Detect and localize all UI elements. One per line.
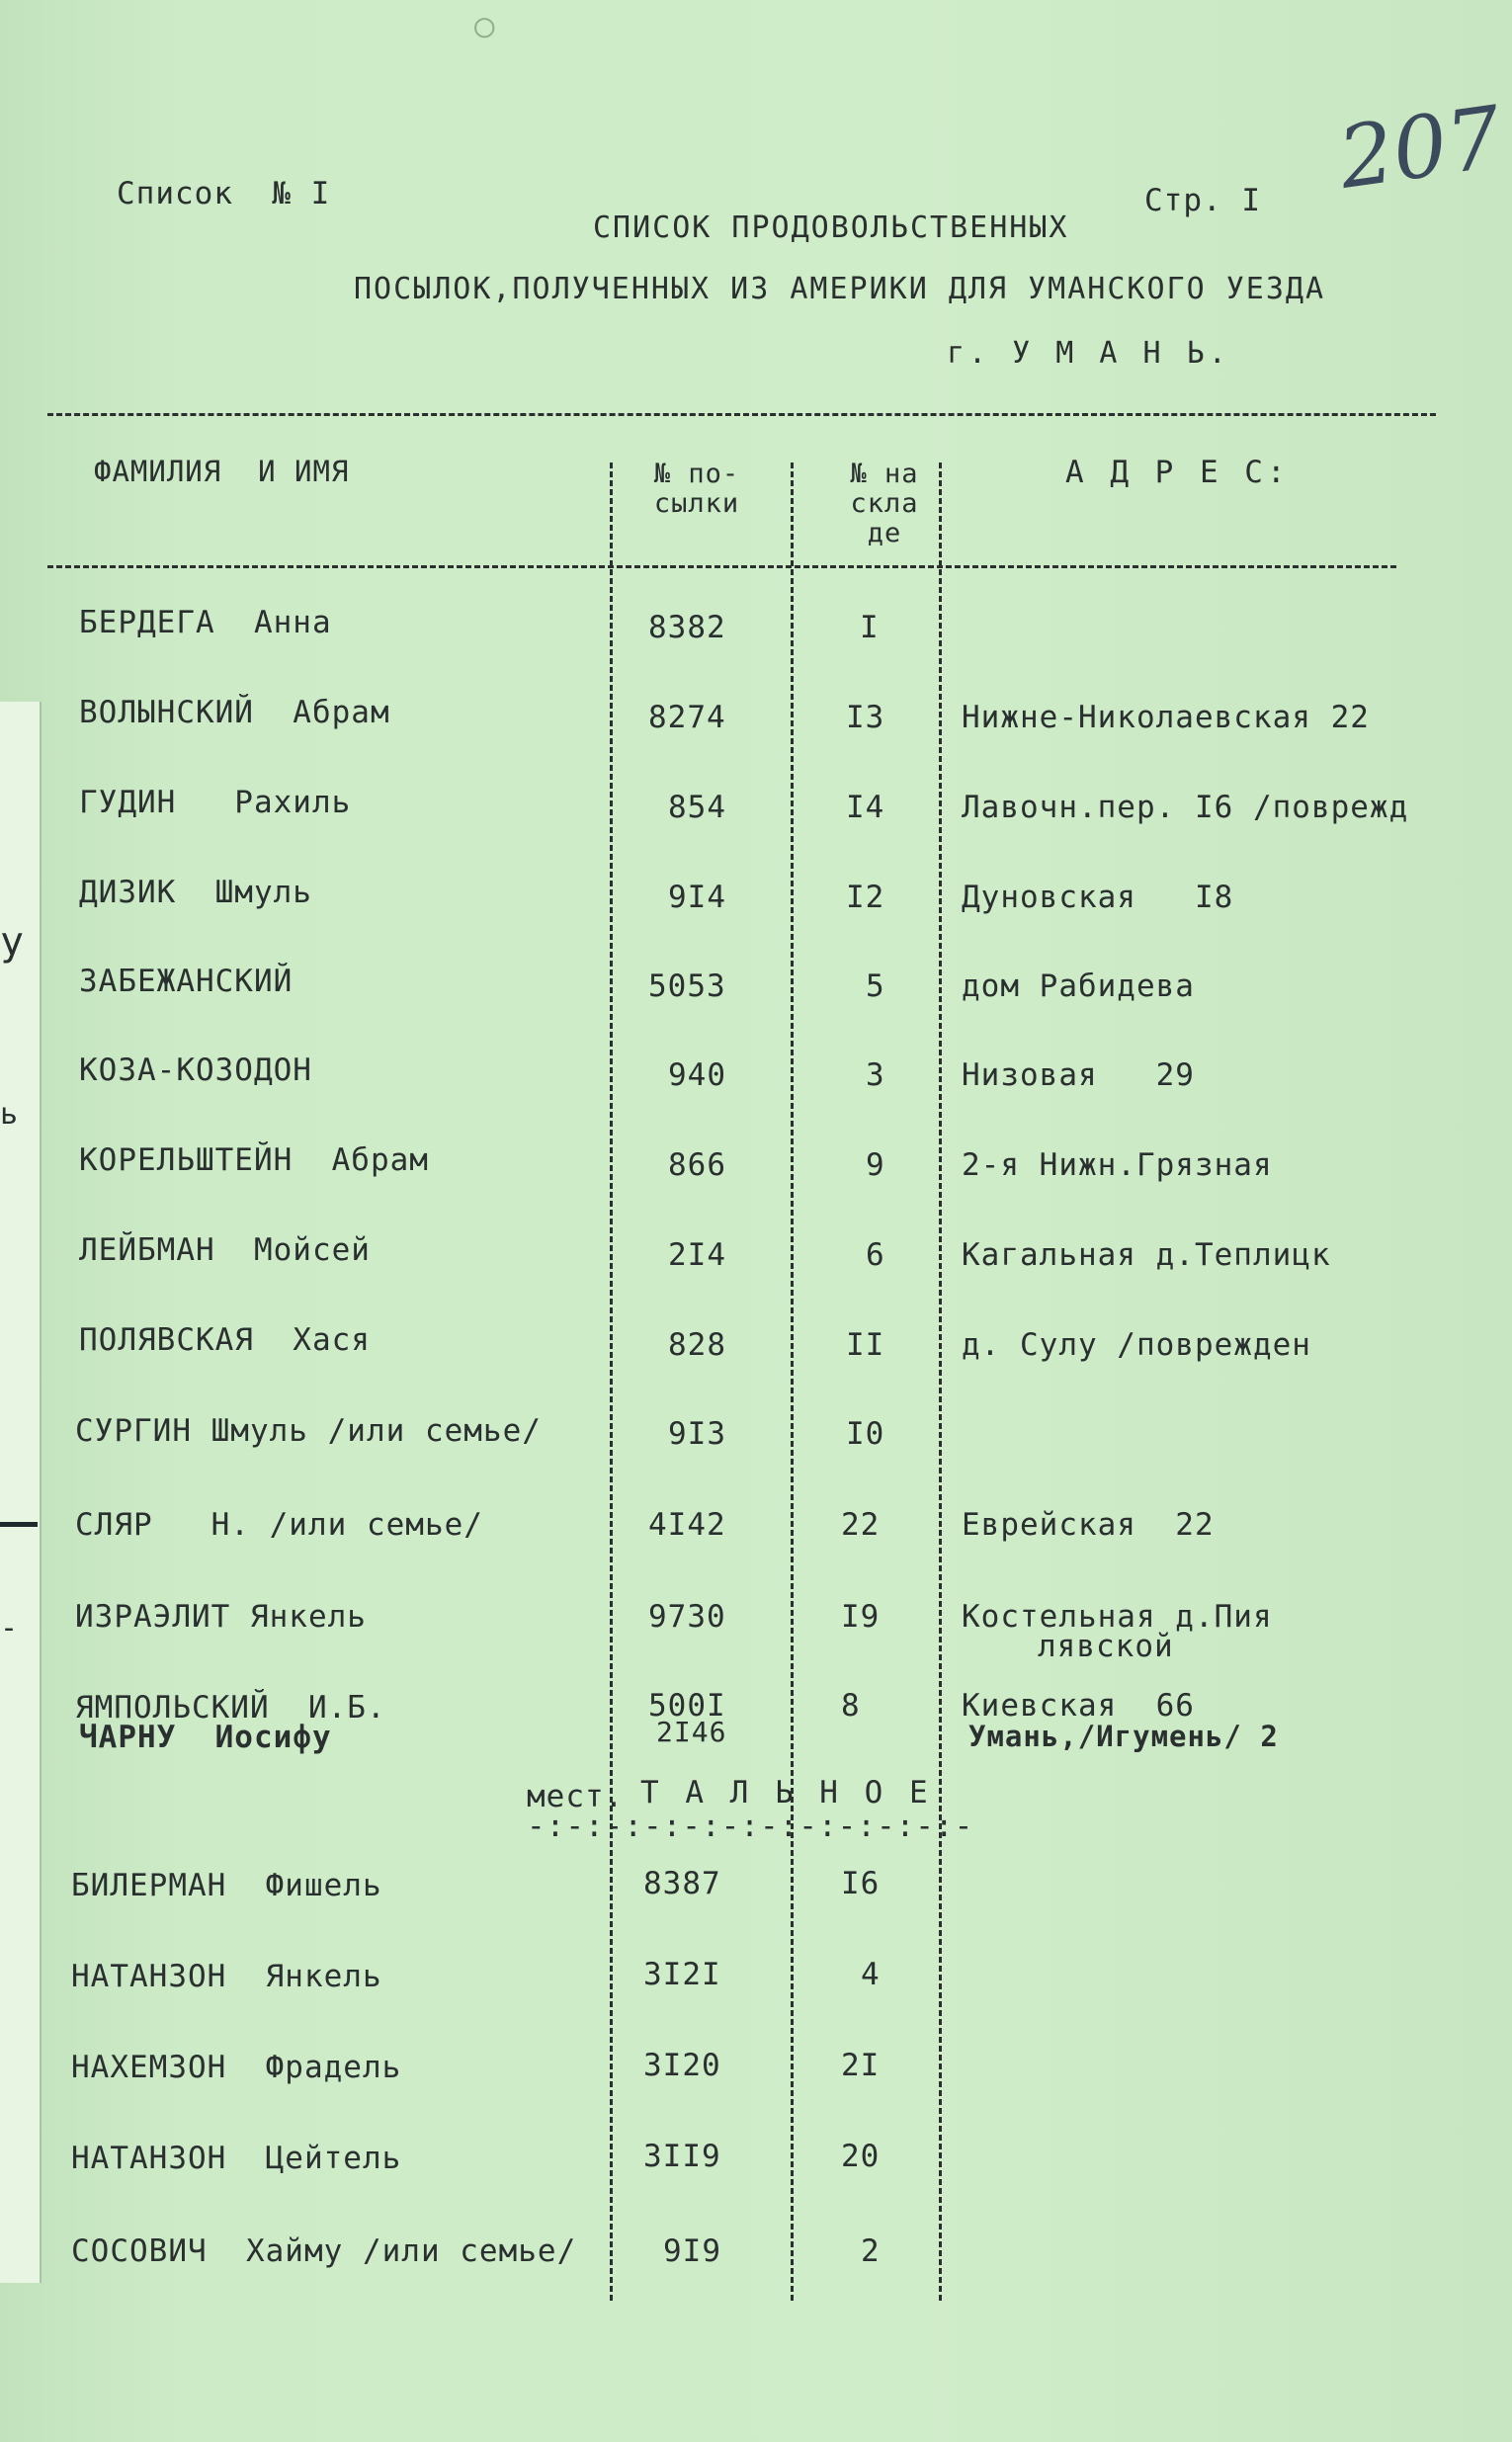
section-prefix: мест. (527, 1779, 625, 1814)
row-parcel: 4I42 (648, 1507, 726, 1543)
row-warehouse: 5 (866, 968, 885, 1004)
column-header-rule (47, 565, 1396, 568)
row-parcel: 9730 (648, 1599, 726, 1635)
col-header-parcel-1: № по- (653, 459, 740, 489)
row-name-overtyped: ЧАРНУ Иосифу (79, 1720, 332, 1755)
row-name: БЕРДЕГА Анна (79, 605, 332, 640)
col-header-name: ФАМИЛИЯ И ИМЯ (94, 455, 350, 488)
col-header-warehouse-1: № на (850, 459, 919, 489)
doc-title-line2: ПОСЫЛОК,ПОЛУЧЕННЫХ ИЗ АМЕРИКИ ДЛЯ УМАНСКОГО УЕЗДА (354, 272, 1326, 306)
row-address: 2-я Нижн.Грязная (962, 1147, 1273, 1183)
column-divider (791, 463, 794, 2301)
row-parcel: 866 (668, 1147, 726, 1183)
row-warehouse: 6 (866, 1237, 885, 1273)
column-divider (939, 463, 942, 2301)
row-address: Костельная д.Пия (962, 1599, 1273, 1635)
row-name: СЛЯР Н. /или семье/ (75, 1507, 483, 1543)
row-warehouse: 20 (841, 2139, 881, 2174)
row-address: Дуновская I8 (962, 880, 1234, 915)
row-name: ИЗРАЭЛИТ Янкель (75, 1599, 367, 1635)
row-address-cont: лявской (1038, 1629, 1174, 1664)
row-parcel: 854 (668, 790, 726, 825)
handwritten-page-number: 207 (1332, 88, 1508, 209)
page-number: Стр. I (1144, 183, 1261, 218)
row-parcel: 9I4 (668, 880, 726, 915)
row-parcel: 5053 (648, 968, 726, 1004)
margin-glyph: у (0, 919, 25, 965)
row-parcel: 8382 (648, 610, 726, 645)
row-warehouse: 4 (861, 1957, 881, 1992)
margin-glyph: - (0, 1611, 19, 1645)
col-header-warehouse-3: де (867, 518, 902, 548)
doc-city: г. У М А Н Ь. (947, 336, 1230, 371)
row-warehouse: 8 (841, 1688, 861, 1724)
row-address: Лавочн.пер. I6 /поврежд (962, 790, 1409, 825)
row-warehouse: I6 (841, 1866, 881, 1901)
row-warehouse: 2I (841, 2048, 881, 2083)
row-warehouse: I9 (841, 1599, 881, 1635)
row-name: ЗАБЕЖАНСКИЙ (79, 964, 294, 999)
row-address-overtyped: Умань,/Игумень/ 2 (968, 1720, 1279, 1753)
row-name: КОРЕЛЬШТЕЙН Абрам (79, 1142, 429, 1178)
row-name: ВОЛЫНСКИЙ Абрам (79, 695, 390, 730)
col-header-parcel-2: сылки (653, 488, 740, 519)
edge-rule (0, 1522, 38, 1527)
header-rule (47, 413, 1436, 416)
section-rule: -:-:-:-:-:-:-:-:-:-:-:- (527, 1809, 974, 1844)
row-warehouse: II (846, 1327, 885, 1363)
doc-title-line1: СПИСОК ПРОДОВОЛЬСТВЕННЫХ (593, 211, 1069, 245)
row-warehouse: I2 (846, 880, 885, 915)
row-name: НАХЕМЗОН Фрадель (71, 2050, 402, 2085)
row-name: БИЛЕРМАН Фишель (71, 1868, 382, 1903)
row-parcel-overtyped: 2I46 (656, 1716, 727, 1748)
row-name: СОСОВИЧ Хайму /или семье/ (71, 2233, 577, 2269)
row-parcel: 3I20 (643, 2048, 721, 2083)
col-header-address: А Д Р Е С: (1065, 455, 1290, 490)
row-warehouse: I3 (846, 700, 885, 735)
row-address: Киевская 66 (962, 1688, 1195, 1724)
row-warehouse: 9 (866, 1147, 885, 1183)
row-name: ЯМПОЛЬСКИЙ И.Б. (75, 1690, 386, 1726)
row-address: Еврейская 22 (962, 1507, 1215, 1543)
row-name: НАТАНЗОН Янкель (71, 1959, 382, 1994)
row-warehouse: I4 (846, 790, 885, 825)
row-address: Нижне-Николаевская 22 (962, 700, 1370, 735)
row-parcel: 828 (668, 1327, 726, 1363)
margin-glyph: ь (0, 1097, 19, 1132)
row-parcel: 940 (668, 1057, 726, 1093)
row-name: НАТАНЗОН Цейтель (71, 2141, 402, 2176)
row-name: КОЗА-КОЗОДОН (79, 1053, 312, 1088)
row-parcel: 9I3 (668, 1416, 726, 1452)
row-parcel: 3II9 (643, 2139, 721, 2174)
col-header-warehouse-2: скла (850, 488, 919, 519)
faint-stamp-mark: ○ (474, 6, 495, 45)
row-address: д. Сулу /поврежден (962, 1327, 1311, 1363)
row-name: СУРГИН Шмуль /или семье/ (75, 1413, 542, 1449)
row-parcel: 2I4 (668, 1237, 726, 1273)
row-parcel: 8274 (648, 700, 726, 735)
row-warehouse: 22 (841, 1507, 881, 1543)
row-warehouse: 3 (866, 1057, 885, 1093)
row-name: ПОЛЯВСКАЯ Хася (79, 1322, 371, 1358)
row-warehouse: I (860, 610, 880, 645)
row-name: ДИЗИК Шмуль (79, 875, 312, 910)
row-parcel: 9I9 (663, 2233, 721, 2269)
row-name: ГУДИН Рахиль (79, 785, 352, 820)
row-warehouse: 2 (861, 2233, 881, 2269)
list-number: Список № I (117, 176, 331, 211)
row-parcel: 500I (648, 1688, 726, 1724)
row-name: ЛЕЙБМАН Мойсей (79, 1232, 371, 1268)
row-parcel: 3I2I (643, 1957, 721, 1992)
row-address: дом Рабидева (962, 968, 1195, 1004)
column-divider (610, 463, 613, 2301)
row-address: Кагальная д.Теплицк (962, 1237, 1331, 1273)
row-parcel: 8387 (643, 1866, 721, 1901)
row-address: Низовая 29 (962, 1057, 1195, 1093)
section-title: Т А Л Ь Н О Е (640, 1775, 932, 1810)
row-warehouse: I0 (846, 1416, 885, 1452)
